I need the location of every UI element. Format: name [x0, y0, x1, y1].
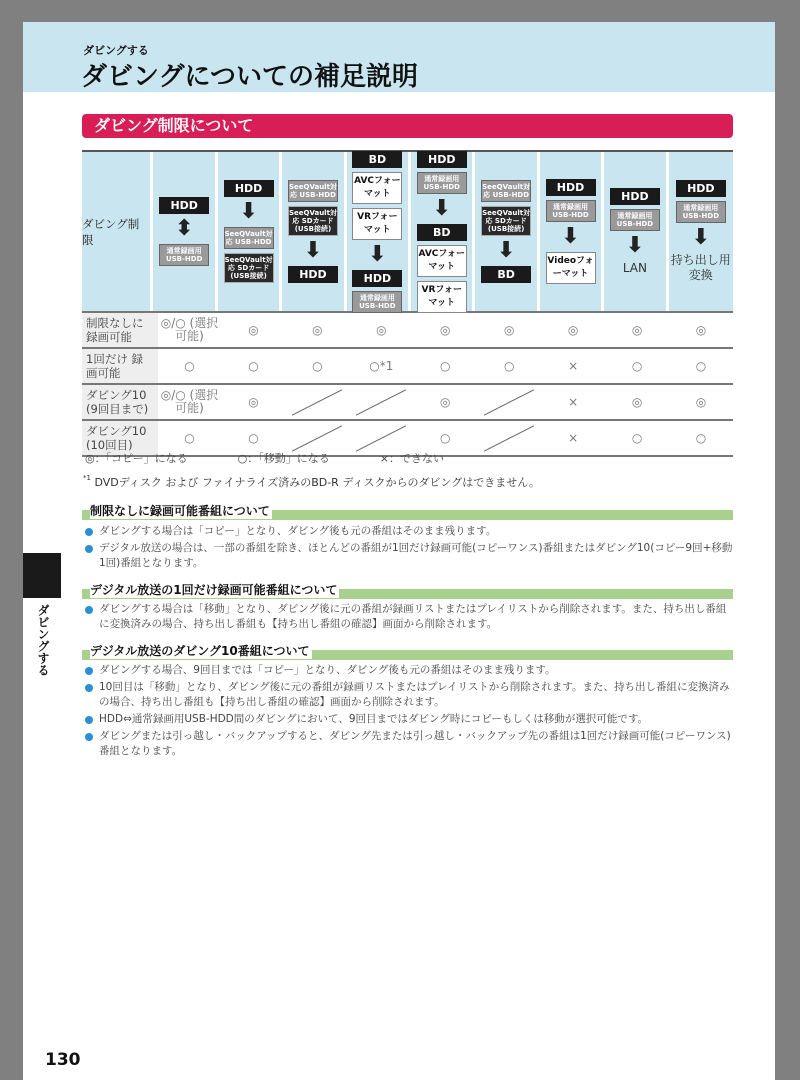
breadcrumb: ダビングする — [83, 44, 149, 57]
column-header — [411, 152, 475, 311]
list-item: ダビングまたは引っ越し・バックアップすると、ダビング先または引っ越し・バックアップ先の番組は1回だけ録画可能(コピーワンス)番組となります。 — [85, 729, 735, 759]
column-header — [218, 152, 282, 311]
table-cell: ○ — [440, 430, 451, 445]
row-label: 制限なしに 録画可能 — [82, 313, 158, 347]
table-header — [82, 150, 733, 311]
not-applicable-cell — [349, 385, 413, 419]
down-arrow-icon: ⬇ — [691, 225, 711, 250]
chapter-tab — [23, 553, 61, 598]
bullet-list-copy-once — [85, 602, 735, 634]
table-cell: ◎ — [312, 322, 323, 337]
source-media-tag: HDD — [159, 197, 209, 214]
table-cell: ○ — [631, 430, 643, 445]
source-media-tag: HDD — [610, 188, 660, 205]
row-label: 1回だけ 録画可能 — [82, 349, 158, 383]
table-cell: ◎ — [440, 394, 451, 409]
table-cell: ◎ — [440, 322, 451, 337]
table-cell: ○ — [695, 358, 707, 373]
legend-copy: ◎：「コピー」になる — [85, 452, 188, 465]
table-cell: ○ — [631, 358, 643, 373]
subhead-title: 制限なしに録画可能番組について — [90, 504, 270, 518]
source-media-tag: SeeQVault対応 USB-HDD — [481, 180, 531, 202]
table-cell: ○ — [184, 358, 195, 373]
bullet-list-unrestricted — [85, 524, 735, 573]
table-cell: ◎/○ (選択可能) — [160, 388, 219, 415]
chapter-label: ダビングする — [36, 604, 50, 676]
section-title: ダビング制限について — [82, 114, 733, 138]
table-cell: ◎ — [695, 394, 707, 409]
column-header — [604, 152, 668, 311]
destination-media-tag: VRフォーマット — [417, 281, 467, 313]
table-legend — [85, 450, 444, 466]
not-applicable-cell — [477, 385, 541, 419]
bullet-list-dubbing10 — [85, 663, 735, 761]
subhead-dubbing10 — [82, 644, 733, 660]
subhead-title: デジタル放送のダビング10番組について — [90, 644, 310, 658]
bidirectional-arrow-icon: ⬍ — [174, 216, 194, 241]
page-number: 130 — [45, 1050, 81, 1070]
column-header — [347, 152, 411, 311]
table-cell: ◎ — [248, 322, 259, 337]
table-cell: ○ — [312, 358, 323, 373]
source-media-tag: 通常録画用 USB-HDD — [417, 172, 467, 194]
source-media-tag: BD — [352, 151, 402, 168]
source-media-tag: VRフォーマット — [352, 208, 402, 240]
table-row — [82, 311, 733, 347]
footnote-mark: *1 — [83, 474, 91, 482]
table-row — [82, 383, 733, 419]
destination-media-tag: LAN — [622, 260, 647, 275]
destination-media-tag: 通常録画用 USB-HDD — [159, 244, 209, 266]
list-item: ダビングする場合は「コピー」となり、ダビング後も元の番組はそのまま残ります。 — [85, 524, 735, 539]
footnote — [83, 474, 540, 490]
manual-page — [23, 22, 775, 1080]
down-arrow-icon: ⬇ — [368, 241, 387, 267]
not-applicable-cell — [477, 421, 541, 455]
list-item: デジタル放送の場合は、一部の番組を除き、ほとんどの番組が1回だけ録画可能(コピーワンス)番組またはダビング10(コピー9回+移動1回)番組となります。 — [85, 541, 735, 571]
subhead-unrestricted — [82, 504, 733, 520]
table-cell: ◎/○ (選択可能) — [160, 316, 219, 343]
legend-move: ○：「移動」になる — [237, 452, 330, 465]
table-cell: ◎ — [376, 322, 387, 337]
table-cell: ○ — [248, 430, 259, 445]
page-title: ダビングについての補足説明 — [81, 62, 418, 92]
table-cell: ◎ — [567, 322, 579, 337]
table-cell: × — [568, 358, 579, 373]
source-media-tag: 通常録画用 USB-HDD — [546, 200, 596, 222]
table-cell: ◎ — [631, 322, 643, 337]
destination-media-tag: SeeQVault対応 SDカード(USB接続) — [224, 253, 274, 283]
table-cell: × — [568, 430, 579, 445]
column-header — [540, 152, 604, 311]
table-cell: × — [568, 394, 579, 409]
down-arrow-icon: ⬇ — [496, 238, 516, 263]
source-media-tag: HDD — [417, 151, 467, 168]
destination-media-tag: HDD — [352, 270, 402, 287]
table-row — [82, 347, 733, 383]
down-arrow-icon: ⬇ — [625, 232, 645, 258]
list-item: ダビングする場合、9回目までは「コピー」となり、ダビング後も元の番組はそのまま残ります。 — [85, 663, 735, 678]
dubbing-restriction-table — [82, 150, 733, 457]
source-media-tag: 通常録画用 USB-HDD — [610, 209, 660, 231]
source-media-tag: 通常録画用 USB-HDD — [676, 201, 726, 223]
destination-media-tag: 通常録画用 USB-HDD — [352, 291, 402, 313]
column-header — [669, 152, 733, 311]
destination-media-tag: Videoフォーマット — [546, 252, 596, 284]
destination-media-tag: AVCフォーマット — [417, 245, 467, 277]
corner-label: ダビング制限 — [82, 152, 153, 311]
row-label: ダビング10 (10回目) — [82, 421, 158, 455]
legend-not-possible: ×：できない — [379, 452, 444, 465]
table-cell: ◎ — [248, 394, 259, 409]
table-cell: ○ — [695, 430, 707, 445]
source-media-tag: HDD — [224, 180, 274, 197]
column-header — [153, 152, 217, 311]
source-media-tag: HDD — [676, 180, 726, 197]
list-item: ダビングする場合は「移動」となり、ダビング後に元の番組が録画リストまたはプレイリストから削除されます。また、持ち出し番組に変換済みの場合、持ち出し番組も【持ち出し番組の確認】画面から削除されます。 — [85, 602, 735, 632]
destination-media-tag: BD — [417, 224, 467, 241]
destination-media-tag: HDD — [288, 266, 338, 283]
down-arrow-icon: ⬇ — [432, 195, 451, 221]
column-header — [282, 152, 346, 311]
down-arrow-icon: ⬇ — [561, 224, 580, 249]
table-cell: ○ — [248, 358, 259, 373]
table-cell: ◎ — [503, 322, 515, 337]
list-item: 10回目は「移動」となり、ダビング後に元の番組が録画リストまたはプレイリストから削除されます。また、持ち出し番組に変換済みの場合、持ち出し番組も【持ち出し番組の確認】画面から削除されます。 — [85, 680, 735, 710]
list-item: HDD⇔通常録画用USB-HDD間のダビングにおいて、9回目まではダビング時にコピーもしくは移動が選択可能です。 — [85, 712, 735, 727]
down-arrow-icon: ⬇ — [239, 199, 258, 224]
source-media-tag: SeeQVault対応 SDカード(USB接続) — [288, 206, 338, 236]
table-cell: ○ — [503, 358, 515, 373]
destination-media-tag: 持ち出し用 変換 — [670, 253, 731, 282]
row-label: ダビング10 (9回目まで) — [82, 385, 158, 419]
table-cell: ○*1 — [369, 358, 394, 373]
source-media-tag: SeeQVault対応 USB-HDD — [288, 180, 338, 202]
source-media-tag: SeeQVault対応 SDカード(USB接続) — [481, 206, 531, 236]
table-cell: ◎ — [695, 322, 707, 337]
not-applicable-cell — [285, 385, 349, 419]
footnote-text: DVDディスク および ファイナライズ済みのBD-R ディスクからのダビングはできません。 — [94, 476, 540, 489]
column-header — [475, 152, 539, 311]
source-media-tag: HDD — [546, 179, 596, 196]
table-cell: ◎ — [631, 394, 643, 409]
table-cell: ○ — [184, 430, 195, 445]
destination-media-tag: SeeQVault対応 USB-HDD — [224, 227, 274, 249]
subhead-title: デジタル放送の1回だけ録画可能番組について — [90, 583, 338, 597]
down-arrow-icon: ⬇ — [303, 238, 323, 263]
table-cell: ○ — [440, 358, 451, 373]
subhead-copy-once — [82, 583, 733, 599]
source-media-tag: AVCフォーマット — [352, 172, 402, 204]
destination-media-tag: BD — [481, 266, 531, 283]
